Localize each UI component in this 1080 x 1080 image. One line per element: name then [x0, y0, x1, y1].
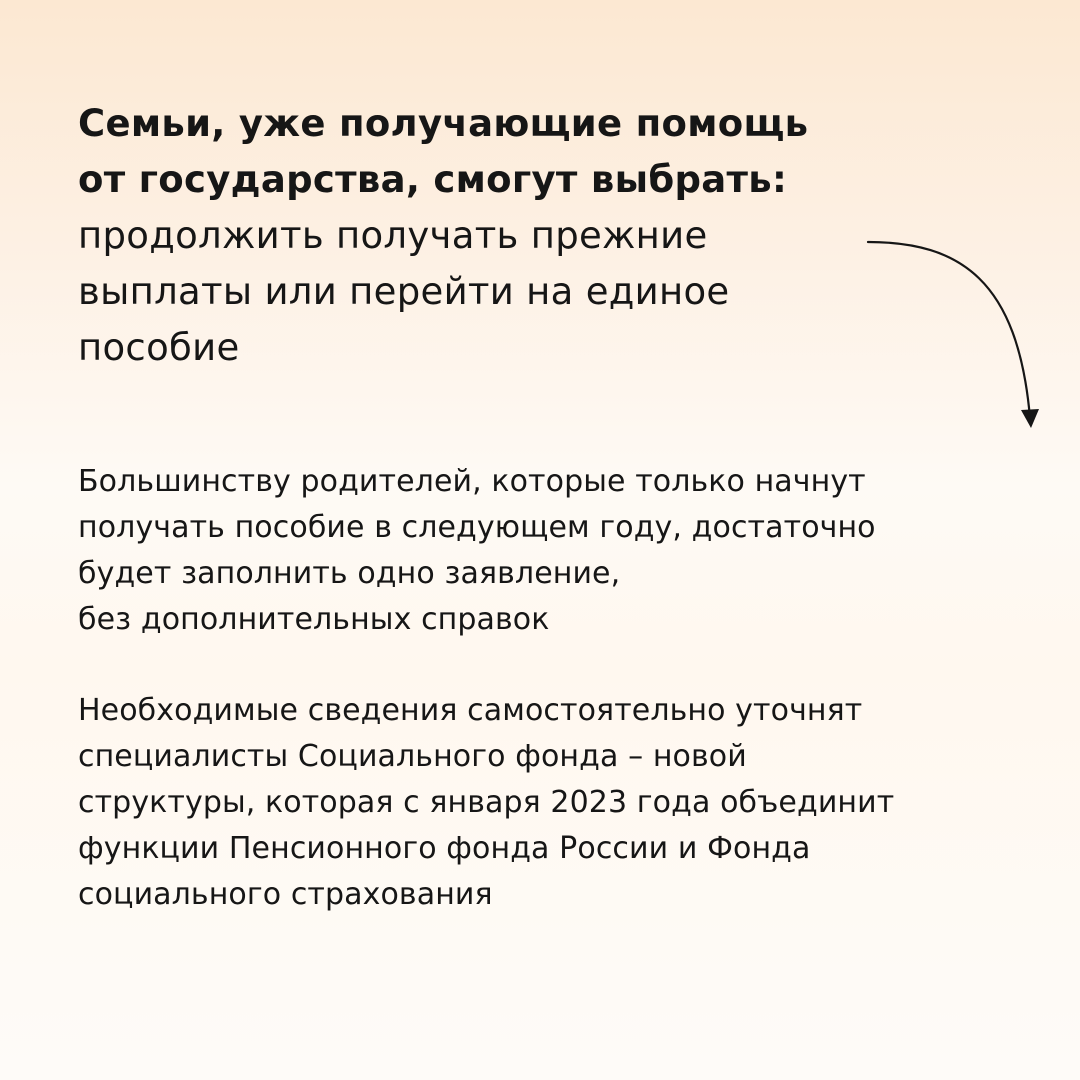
headline-regular-line: пособие — [78, 326, 240, 369]
paragraph-line: получать пособие в следующем году, достаточно — [78, 510, 876, 545]
headline-regular-line: выплаты или перейти на единое — [78, 270, 730, 313]
paragraph-line: Большинству родителей, которые только начнут — [78, 464, 866, 499]
curved-arrow-down-icon — [860, 228, 1050, 438]
paragraph-line: социального страхования — [78, 877, 493, 912]
paragraph-line: структуры, которая с января 2023 года объединит — [78, 785, 895, 820]
paragraph-line: будет заполнить одно заявление, — [78, 556, 621, 591]
paragraph-parents — [78, 459, 1058, 643]
paragraph-line: Необходимые сведения самостоятельно уточнят — [78, 693, 863, 728]
headline-regular-line: продолжить получать прежние — [78, 214, 708, 257]
paragraph-line: без дополнительных справок — [78, 602, 550, 637]
headline-bold-line: от государства, смогут выбрать: — [78, 158, 788, 201]
headline-bold-line: Семьи, уже получающие помощь — [78, 102, 809, 145]
paragraph-line: функции Пенсионного фонда России и Фонда — [78, 831, 811, 866]
paragraph-social-fund — [78, 688, 1058, 918]
paragraph-line: специалисты Социального фонда – новой — [78, 739, 747, 774]
